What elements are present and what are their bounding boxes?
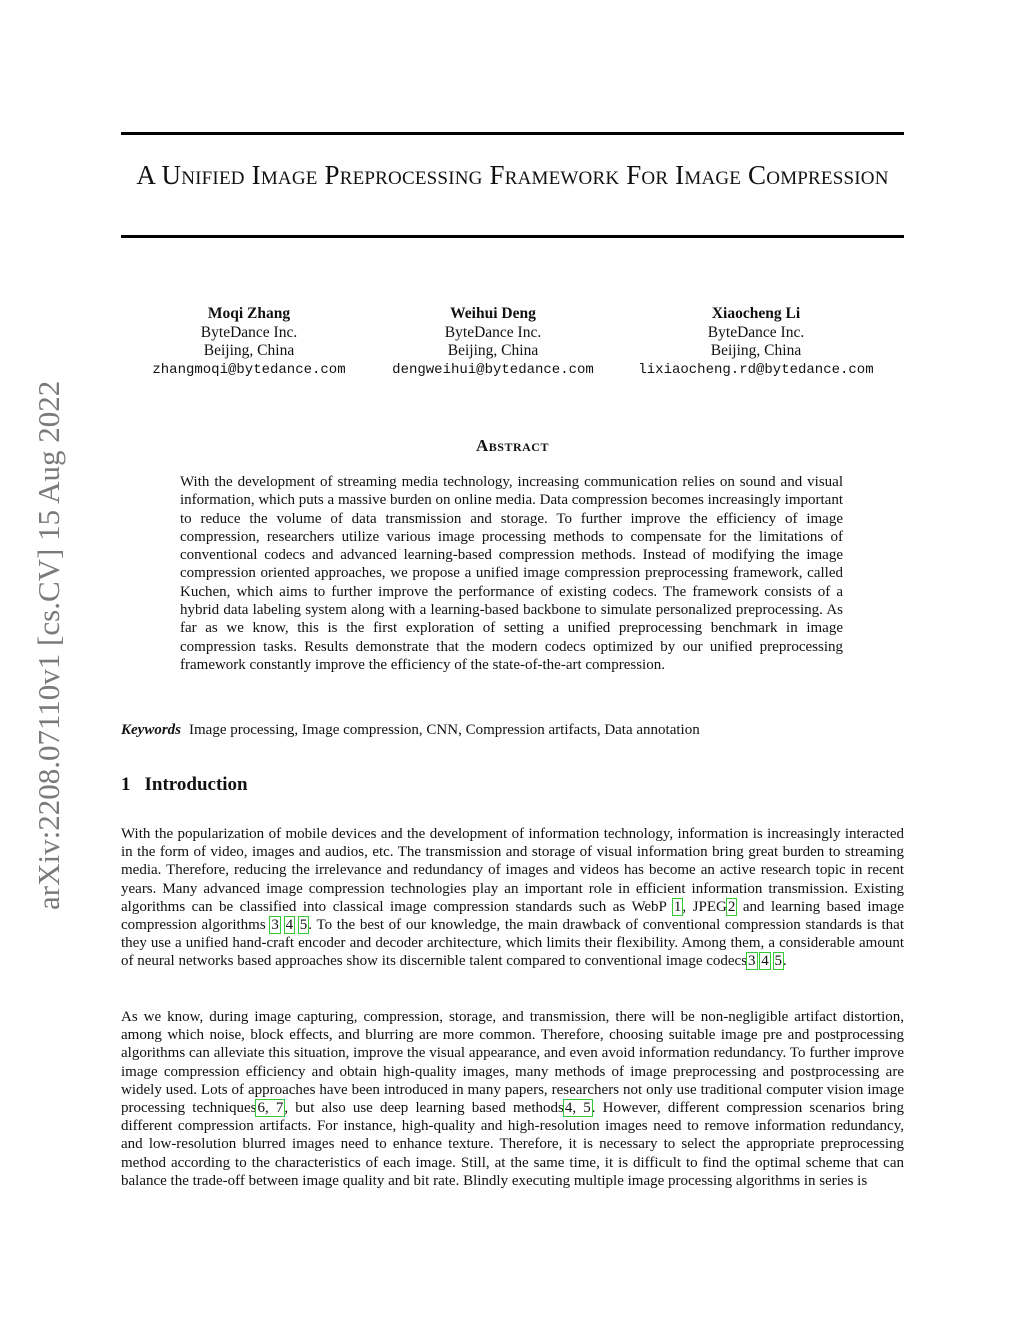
abstract-heading: Abstract [476,436,549,455]
author-affiliation: ByteDance Inc. [200,323,298,341]
author-email[interactable]: lixiaocheng.rd@bytedance.com [638,361,874,378]
arxiv-identifier-stamp: arXiv:2208.07110v1 [cs.CV] 15 Aug 2022 [31,380,66,910]
keywords-label: Keywords [121,722,181,738]
intro-paragraph-2 [121,1008,904,1190]
paragraph-text [280,917,285,933]
author-location: Beijing, China [710,342,802,359]
section-number: 1 [121,774,131,795]
citation-link[interactable]: 3 [271,917,279,934]
title-bottom-rule [121,235,904,238]
citation-link[interactable]: 6, 7 [257,1100,284,1117]
paragraph-text: As we know, during image capturing, compression, storage, and transmission, there will be non-negligible artifact distortion, among which noise, block effects, and blurring are more common. Therefore, choosing suitable image pre and postprocessing algorithms can alleviate this situation, improve the visual appearance, and even avoid information redundancy. To further improve image compression efficiency and obtain high-quality images, many methods of image preprocessing and postprocessing are widely used. Lots of approaches have been introduced in many papers, researchers not only use traditional computer vision image processing techniques [121,1009,904,1117]
citation-link[interactable]: 3 [748,953,756,970]
citation-link[interactable]: 5 [299,917,308,934]
intro-paragraph-1 [121,825,904,971]
citation-link[interactable]: 2 [727,898,736,915]
section-heading-introduction [121,774,248,796]
author-location: Beijing, China [447,342,539,359]
paragraph-text [770,953,774,969]
keywords-text: Image processing, Image compression, CNN, Compression artifacts, Data annotation [189,722,700,738]
section-title: Introduction [144,774,248,795]
paragraph-text: . However, different compression scenarios bring different compression artifacts. For instance, high-quality and high-resolution images need to remove information redundancy, and low-resolution blurred images need to enhance texture. Therefore, it is necessary to select the appropriate preprocessing method according to the characteristics of each image. Still, at the same time, it is difficult to find the optimal scheme that can balance the trade-off between image quality and bit rate. Blindly executing multiple image processing algorithms in series is [121,1100,904,1189]
author-name: Weihui Deng [450,305,536,322]
citation-link[interactable]: 1 [673,898,682,915]
author-2 [379,305,607,379]
abstract-text: With the development of streaming media technology, increasing communication relies on sound and visual information, which puts a massive burden on online media. Data compression becomes increasingly important to reduce the volume of data transmission and storage. To further improve the efficiency of image compression, researchers utilize various image processing methods to compensate for the limitations of conventional codecs and advanced learning-based compression methods. Instead of modifying the image compression oriented approaches, we propose a unified image compression preprocessing framework, called Kuchen, which aims to further improve the performance of existing codecs. The framework consists of a hybrid data labeling system along with a learning-based backbone to simulate personalized preprocessing. As far as we know, this is the first exploration of setting a unified preprocessing benchmark in image compression tasks. Results demonstrate that the modern codecs optimized by our unified preprocessing framework constantly improve the efficiency of the state-of-the-art compression. [180,474,843,673]
author-affiliation: ByteDance Inc. [444,323,542,341]
paragraph-text: . To the best of our knowledge, the main drawback of conventional compression standards is that they use a unified hand-craft encoder and decoder architecture, which limits their flexibility. Among them, a considerable amount of neural networks based approaches show its discernible talent compared to conventional image codecs [121,917,905,970]
author-3 [627,305,885,379]
paper-title: A Unified Image Preprocessing Framework For Image Compression [136,160,889,190]
author-name: Xiaocheng Li [711,305,801,322]
author-email[interactable]: dengweihui@bytedance.com [392,361,594,378]
author-affiliation: ByteDance Inc. [707,323,805,341]
paragraph-text: , JPEG [682,898,727,915]
paragraph-text: , but also use deep learning based methods [284,1100,564,1117]
paragraph-text: . [783,953,787,970]
author-location: Beijing, China [203,342,295,359]
citation-link[interactable]: 4, 5 [564,1100,591,1117]
author-email[interactable]: zhangmoqi@bytedance.com [152,361,346,378]
paragraph-text: With the popularization of mobile devices and the development of information technology, information is increasingly interacted in the form of video, images and audios, etc. The transmission and storage of visual information bring great burden to streaming media. Therefore, reducing the irrelevance and redundancy of images and videos has become an active research topic in recent years. Many advanced image compression technologies play an important role in efficient information transmission. Existing algorithms can be classified into classical image compression standards such as WebP [121,826,904,915]
author-block [121,305,904,385]
citation-link[interactable]: 4 [761,953,769,970]
citation-link[interactable]: 4 [285,917,294,934]
title-top-rule [121,132,904,135]
citation-link[interactable]: 5 [774,953,783,970]
keywords-line [121,721,904,739]
paragraph-text: and learning based image compression algorithms [121,898,905,934]
author-1 [139,305,359,379]
author-name: Moqi Zhang [207,305,291,322]
